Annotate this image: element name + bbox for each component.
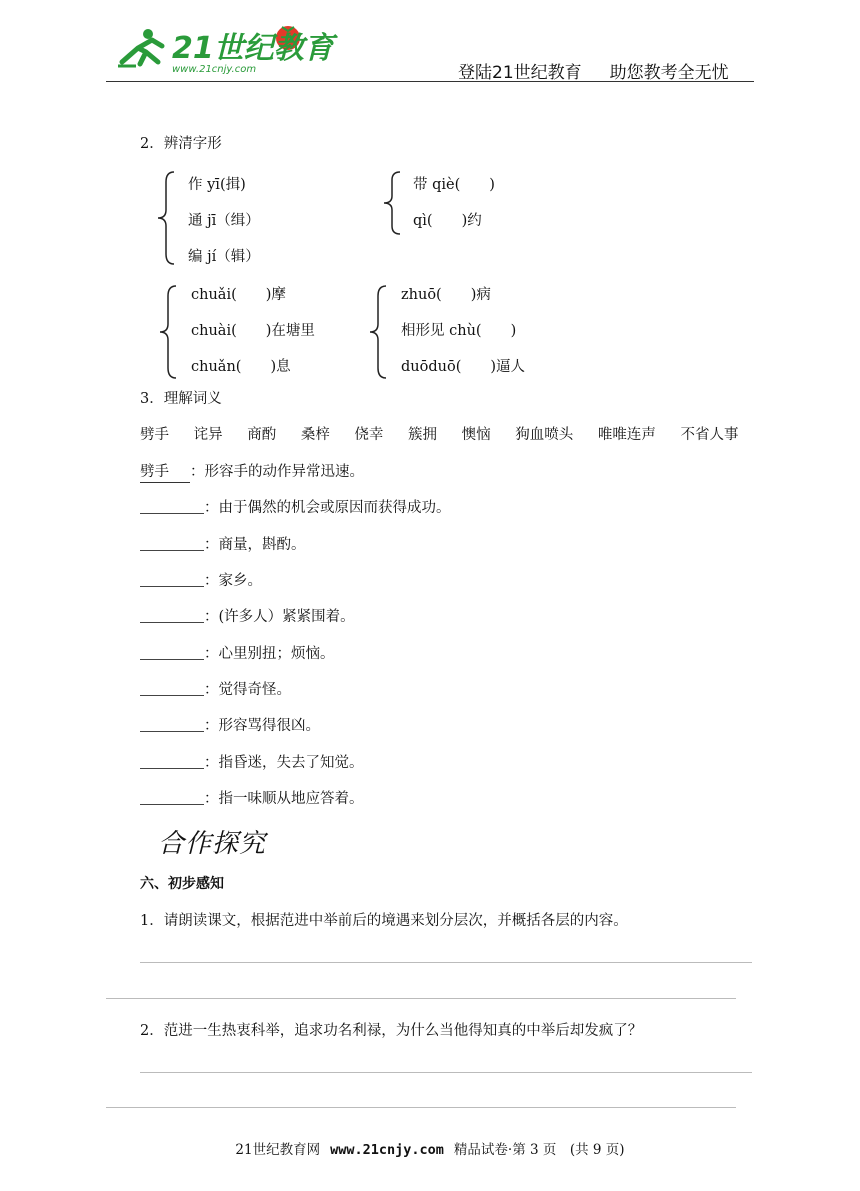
brace-icon: [368, 284, 388, 380]
definition-row: [140, 680, 291, 700]
footer-page-info: 精品试卷·第 3 页 (共 9 页): [453, 1142, 625, 1158]
q2-g1-line1: 作 yī(揖): [188, 177, 246, 193]
header-slogan-right: 助您教考全无忧: [609, 63, 729, 83]
definition-row: [140, 571, 262, 591]
definition-text: ：指昏迷，失去了知觉。: [204, 755, 364, 771]
footer-url[interactable]: www.21cnjy.com: [330, 1142, 444, 1158]
vocab-word: 唯唯连声: [597, 427, 656, 443]
definition-text: ：觉得奇怪。: [204, 682, 291, 698]
definition-text: ：形容骂得很凶。: [204, 718, 320, 734]
definition-row: [140, 716, 320, 736]
vocab-word: 桑梓: [300, 427, 330, 443]
answer-blank[interactable]: [140, 572, 204, 587]
q3-example: [140, 462, 364, 483]
answer-blank[interactable]: [140, 681, 204, 696]
question-1: 1．请朗读课文，根据范进中举前后的境遇来划分层次，并概括各层的内容。: [140, 913, 628, 929]
header-divider: [106, 81, 754, 82]
q2-g3-line3: chuǎn( )息: [191, 359, 291, 375]
definition-row: [140, 607, 355, 627]
answer-blank[interactable]: [140, 608, 204, 623]
part-heading: 六、初步感知: [140, 876, 224, 892]
question-2: 2．范进一生热衷科举，追求功名利禄，为什么当他得知真的中举后却发疯了？: [140, 1023, 643, 1039]
answer-blank[interactable]: [140, 717, 204, 732]
answer-line[interactable]: [106, 998, 736, 999]
definition-text: ：(许多人）紧紧围着。: [204, 609, 355, 625]
vocab-word: 商酌: [247, 427, 277, 443]
brace-icon: [158, 284, 178, 380]
page-footer: [0, 1138, 860, 1158]
q3-word-list: [140, 425, 738, 445]
answer-blank[interactable]: [140, 645, 204, 660]
vocab-word: 不省人事: [680, 427, 739, 443]
definition-text: ：家乡。: [204, 573, 262, 589]
site-logo[interactable]: [112, 22, 334, 78]
definition-row: [140, 644, 335, 664]
definition-row: [140, 789, 364, 809]
vocab-word: 狗血喷头: [515, 427, 574, 443]
q2-g2-line1: 带 qiè( ): [413, 177, 495, 193]
answer-line[interactable]: [140, 1072, 752, 1073]
vocab-word: 懊恼: [461, 427, 491, 443]
section-title: 合作探究: [158, 829, 267, 859]
answer-line[interactable]: [140, 962, 752, 963]
q2-g4-line1: zhuō( )病: [401, 287, 491, 303]
definition-row: [140, 535, 306, 555]
vocab-word: 侥幸: [354, 427, 384, 443]
q2-g3-line1: chuǎi( )摩: [191, 287, 286, 303]
q2-g1-line2: 通 jī（缉）: [188, 213, 260, 229]
q2-title: 2．辨清字形: [140, 136, 222, 152]
answer-blank[interactable]: [140, 790, 204, 805]
answer-line[interactable]: [106, 1107, 736, 1108]
answer-blank[interactable]: [140, 754, 204, 769]
q2-g2-line2: qì( )约: [413, 213, 482, 229]
definition-text: ：心里别扭；烦恼。: [204, 646, 335, 662]
definition-row: [140, 498, 451, 518]
q2-g1-line3: 编 jí（辑）: [188, 249, 260, 265]
vocab-word: 劈手: [140, 427, 169, 443]
logo-text: 21世纪教育: [172, 31, 334, 66]
logo-url: www.21cnjy.com: [172, 64, 257, 75]
vocab-word: 诧异: [193, 427, 223, 443]
q3-title: 3．理解词义: [140, 391, 222, 407]
brace-icon: [156, 170, 176, 266]
definition-text: ：商量，斟酌。: [204, 537, 306, 553]
example-word: 劈手: [140, 462, 190, 483]
definition-text: ：由于偶然的机会或原因而获得成功。: [204, 500, 451, 516]
q2-g3-line2: chuài( )在塘里: [191, 323, 315, 339]
example-definition: ：形容手的动作异常迅速。: [190, 464, 364, 480]
q2-g4-line3: duōduō( )逼人: [401, 359, 526, 375]
header-slogan-left: 登陆21世纪教育: [458, 63, 582, 83]
q2-g4-line2: 相形见 chù( ): [401, 323, 517, 339]
vocab-word: 簇拥: [408, 427, 438, 443]
answer-blank[interactable]: [140, 536, 204, 551]
footer-site: 21世纪教育网: [235, 1142, 321, 1158]
answer-blank[interactable]: [140, 499, 204, 514]
header-slogan: [458, 58, 729, 83]
definition-text: ：指一味顺从地应答着。: [204, 791, 364, 807]
brace-icon: [382, 170, 402, 236]
definition-row: [140, 753, 364, 773]
